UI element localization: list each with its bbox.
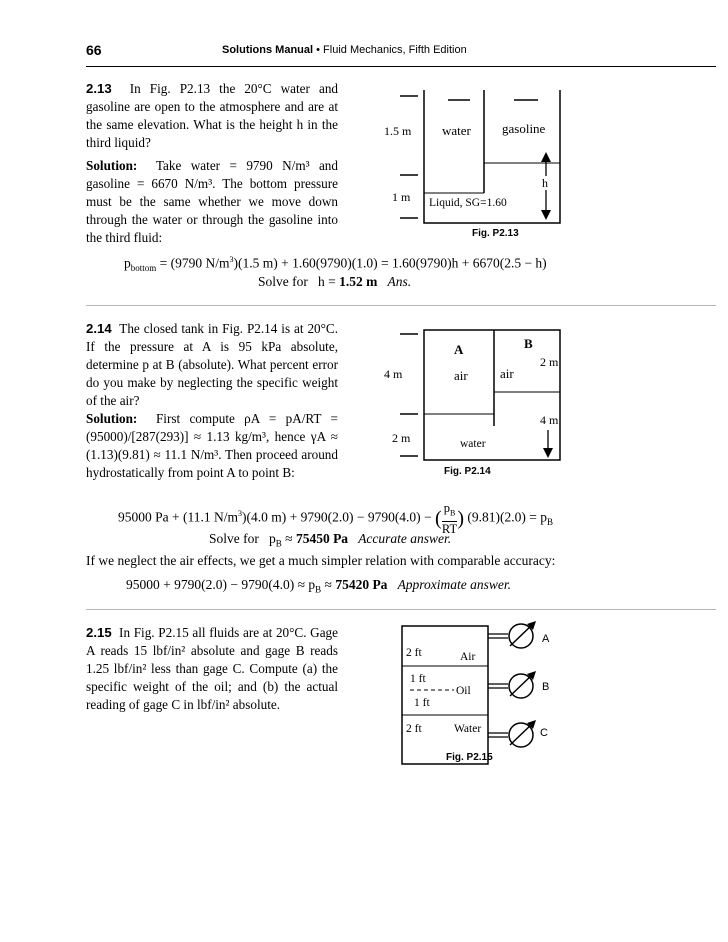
air-left-label: air: [454, 368, 468, 383]
gasoline-label: gasoline: [502, 121, 546, 136]
liquid-label: Liquid, SG=1.60: [429, 197, 507, 209]
result-var: h =: [318, 274, 336, 289]
figure-p2-14: [372, 318, 718, 480]
figure-p2-15: [396, 620, 706, 770]
solve-for: Solve for: [209, 531, 259, 546]
gage-c: [488, 720, 536, 747]
solve-for: Solve for: [258, 274, 308, 289]
solution-text: First compute ρA = pA/RT = (95000)/[287(293)] ≈ 1.13 kg/m³, hence γA ≈ (1.13)(9.81) ≈ 11.1 N/m³. Then proceed around hydrostatically from point A to point B:: [86, 411, 338, 480]
problem-number: 2.14: [86, 321, 112, 336]
solution-text: Take water = 9790 N/m³ and gasoline = 6670 N/m³. The bottom pressure must be the same whether we move down through the water or through the gasoline into the third fluid:: [86, 158, 338, 245]
figure-label: Fig. P2.14: [444, 466, 491, 477]
water-dim: 2 ft: [406, 723, 422, 735]
gage-c-label: C: [540, 727, 548, 739]
water-label: water: [460, 438, 486, 450]
problem-2-14-statement: [86, 320, 338, 410]
gage-b: [488, 671, 536, 698]
figure-label: Fig. P2.13: [472, 228, 519, 239]
problem-number: 2.15: [86, 625, 112, 640]
gage-b-label: B: [542, 681, 550, 693]
header-title-rest: Fluid Mechanics, Fifth Edition: [323, 44, 467, 56]
approx-note: Approximate answer.: [397, 577, 512, 592]
oil-dim-top: 1 ft: [410, 673, 426, 685]
problem-2-15-statement: [86, 624, 338, 714]
result-note: Ans.: [387, 274, 412, 289]
equation-2-13: $p_{bottom} = (9790$ $N/m^3)(1.5$ m) + 1.60(9790)(1.0) = 1.60(9790)h + 6670(2.5 − h): [124, 255, 547, 274]
result-2-14: Solve for $p_B \approx 75450$ Pa Accurate answer.: [209, 531, 452, 549]
dim-upper: 1.5 m: [384, 124, 412, 138]
figure-p2-13: [372, 78, 718, 250]
oil-label: Oil: [456, 685, 471, 697]
solution-label: Solution:: [86, 411, 138, 426]
neglect-text: If we neglect the air effects, we get a much simpler relation with comparable accuracy:: [86, 553, 556, 568]
page-number: 66: [86, 42, 102, 58]
result-note: Accurate answer.: [358, 531, 452, 546]
problem-2-13-statement: [86, 80, 338, 152]
result-value: 75450 Pa: [295, 531, 349, 546]
oil-dim-bottom: 1 ft: [414, 697, 430, 709]
problem-text: The closed tank in Fig. P2.14 is at 20°C. If the pressure at A is 95 kPa absolute, determine p at B (absolute). What percent error do you make by neglecting the specific weight of the air?: [86, 321, 338, 408]
air-right-label: air: [500, 366, 514, 381]
header-title-bold: Solutions Manual: [222, 44, 314, 56]
dim-4m-left: 4 m: [384, 367, 403, 381]
solution-label: Solution:: [86, 158, 138, 173]
dim-2m-left: 2 m: [392, 431, 411, 445]
gage-a: [488, 621, 536, 648]
air-label: Air: [460, 651, 476, 663]
problem-number: 2.13: [86, 81, 112, 96]
water-label: water: [442, 123, 471, 138]
separator: [86, 305, 716, 306]
point-a-label: A: [454, 342, 464, 357]
dim-lower: 1 m: [392, 190, 411, 204]
approx-equation: $95000 + 9790(2.0) - 9790(4.0) \approx p_B \approx 75420$ Pa Approximate answer.: [126, 577, 512, 595]
equation-2-14: 95000 Pa + (11.1 $N/m^3)(4.0$ m) + 9790(2.0) − 9790(4.0) − ( $\frac{p_B}{RT}$ ) $(9.81)(2.0) = p_B$: [118, 501, 553, 536]
header-bullet: •: [316, 44, 320, 56]
result-value: 1.52 m: [339, 274, 378, 289]
problem-2-14-solution: [86, 410, 338, 482]
separator: [86, 609, 716, 610]
figure-label-p2-15: Fig. P2.15: [446, 752, 493, 763]
dim-4m-right: 4 m: [540, 413, 559, 427]
h-label: h: [542, 176, 548, 190]
air-dim: 2 ft: [406, 647, 422, 659]
problem-text: In Fig. P2.13 the 20°C water and gasoline are open to the atmosphere and are at the same elevation. What is the height h in the third liquid?: [86, 81, 339, 150]
dim-2m-right: 2 m: [540, 355, 559, 369]
running-header: [222, 44, 467, 56]
problem-2-13-solution: [86, 157, 338, 247]
problem-text: In Fig. P2.15 all fluids are at 20°C. Gage A reads 15 lbf/in² absolute and gage B reads 1.25 lbf/in² less than gage C. Compute (a) the specific weight of the oil; and (b) the actual reading of gage C in lbf/in² absolute.: [86, 625, 339, 712]
point-b-label: B: [524, 336, 533, 351]
approx-value: 75420 Pa: [335, 577, 388, 592]
header-rule: [86, 66, 716, 67]
gage-a-label: A: [542, 633, 550, 645]
water-label: Water: [454, 723, 482, 735]
result-2-13: [258, 274, 411, 290]
